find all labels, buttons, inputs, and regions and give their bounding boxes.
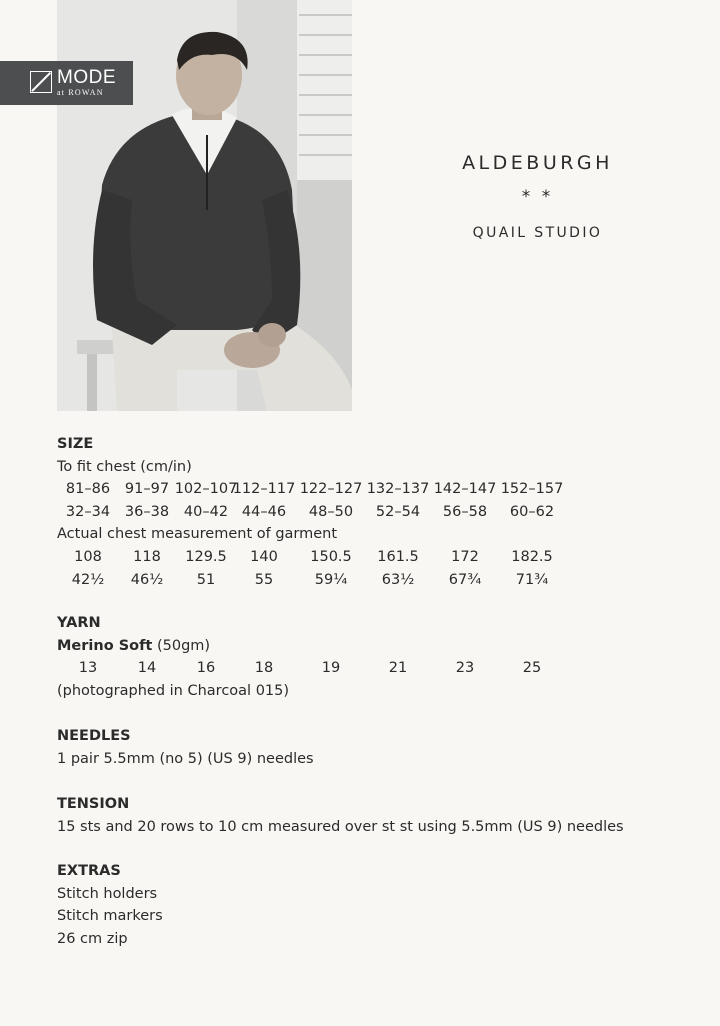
- table-cell: 25: [522, 660, 542, 677]
- table-cell: 152–157: [500, 481, 564, 498]
- table-cell: 36–38: [124, 503, 170, 520]
- table-cell: 81–86: [65, 481, 111, 498]
- brand-name: MODE: [57, 67, 116, 88]
- table-cell: 59¼: [314, 571, 348, 588]
- table-cell: 46½: [130, 571, 164, 588]
- table-cell: 42½: [71, 571, 105, 588]
- table-cell: 60–62: [509, 503, 555, 520]
- list-item: 26 cm zip: [57, 930, 128, 947]
- yarn-section: [57, 612, 677, 702]
- extras-heading: EXTRAS: [57, 863, 121, 879]
- needles-text: 1 pair 5.5mm (no 5) (US 9) needles: [57, 750, 314, 767]
- yarn-weight: (50gm): [152, 637, 211, 654]
- table-cell: 140: [250, 548, 278, 565]
- size-section: [57, 433, 677, 591]
- list-item: Stitch holders: [57, 885, 158, 902]
- table-cell: 44–46: [241, 503, 287, 520]
- table-cell: 91–97: [124, 481, 170, 498]
- table-cell: 52–54: [375, 503, 421, 520]
- needles-section: [57, 725, 314, 770]
- actual-cm-row: [57, 546, 677, 569]
- yarn-balls-row: [57, 657, 677, 680]
- table-cell: 19: [321, 660, 341, 677]
- tension-section: [57, 793, 624, 838]
- table-cell: 108: [74, 548, 102, 565]
- table-cell: 118: [133, 548, 161, 565]
- table-cell: 102–107: [174, 481, 238, 498]
- table-cell: 55: [254, 571, 274, 588]
- designer-name: QUAIL STUDIO: [472, 225, 603, 241]
- table-cell: 63½: [381, 571, 415, 588]
- table-cell: 71¾: [515, 571, 549, 588]
- table-cell: 132–137: [366, 481, 430, 498]
- table-cell: 18: [254, 660, 274, 677]
- size-heading: SIZE: [57, 436, 94, 452]
- brand-badge: [0, 61, 133, 105]
- pattern-title: ALDEBURGH: [462, 152, 613, 174]
- table-cell: 122–127: [299, 481, 363, 498]
- table-cell: 14: [137, 660, 157, 677]
- tension-text: 15 sts and 20 rows to 10 cm measured over st st using 5.5mm (US 9) needles: [57, 818, 624, 835]
- table-cell: 172: [451, 548, 479, 565]
- yarn-line: [57, 635, 677, 658]
- table-cell: 129.5: [185, 548, 227, 565]
- table-cell: 161.5: [377, 548, 419, 565]
- brand-subtitle: at ROWAN: [57, 88, 104, 97]
- table-cell: 13: [78, 660, 98, 677]
- fit-cm-row: [57, 478, 677, 501]
- extras-section: [57, 860, 163, 950]
- table-cell: 40–42: [183, 503, 229, 520]
- table-cell: 21: [388, 660, 408, 677]
- yarn-note: (photographed in Charcoal 015): [57, 682, 290, 699]
- table-cell: 112–117: [232, 481, 296, 498]
- table-cell: 182.5: [511, 548, 553, 565]
- table-cell: 23: [455, 660, 475, 677]
- actual-label: Actual chest measurement of garment: [57, 526, 338, 543]
- table-cell: 150.5: [310, 548, 352, 565]
- list-item: Stitch markers: [57, 908, 163, 925]
- table-cell: 67¾: [448, 571, 482, 588]
- table-cell: 16: [196, 660, 216, 677]
- difficulty-rating: * *: [521, 187, 554, 207]
- table-cell: 32–34: [65, 503, 111, 520]
- table-cell: 142–147: [433, 481, 497, 498]
- table-cell: 51: [196, 571, 216, 588]
- table-cell: 56–58: [442, 503, 488, 520]
- fit-label: To fit chest (cm/in): [57, 458, 192, 475]
- actual-in-row: [57, 569, 677, 592]
- tension-heading: TENSION: [57, 796, 130, 812]
- table-cell: 48–50: [308, 503, 354, 520]
- yarn-name: Merino Soft: [57, 637, 153, 654]
- fit-in-row: [57, 501, 677, 524]
- yarn-heading: YARN: [57, 615, 101, 631]
- brand-logo-icon: [30, 71, 52, 93]
- needles-heading: NEEDLES: [57, 728, 131, 744]
